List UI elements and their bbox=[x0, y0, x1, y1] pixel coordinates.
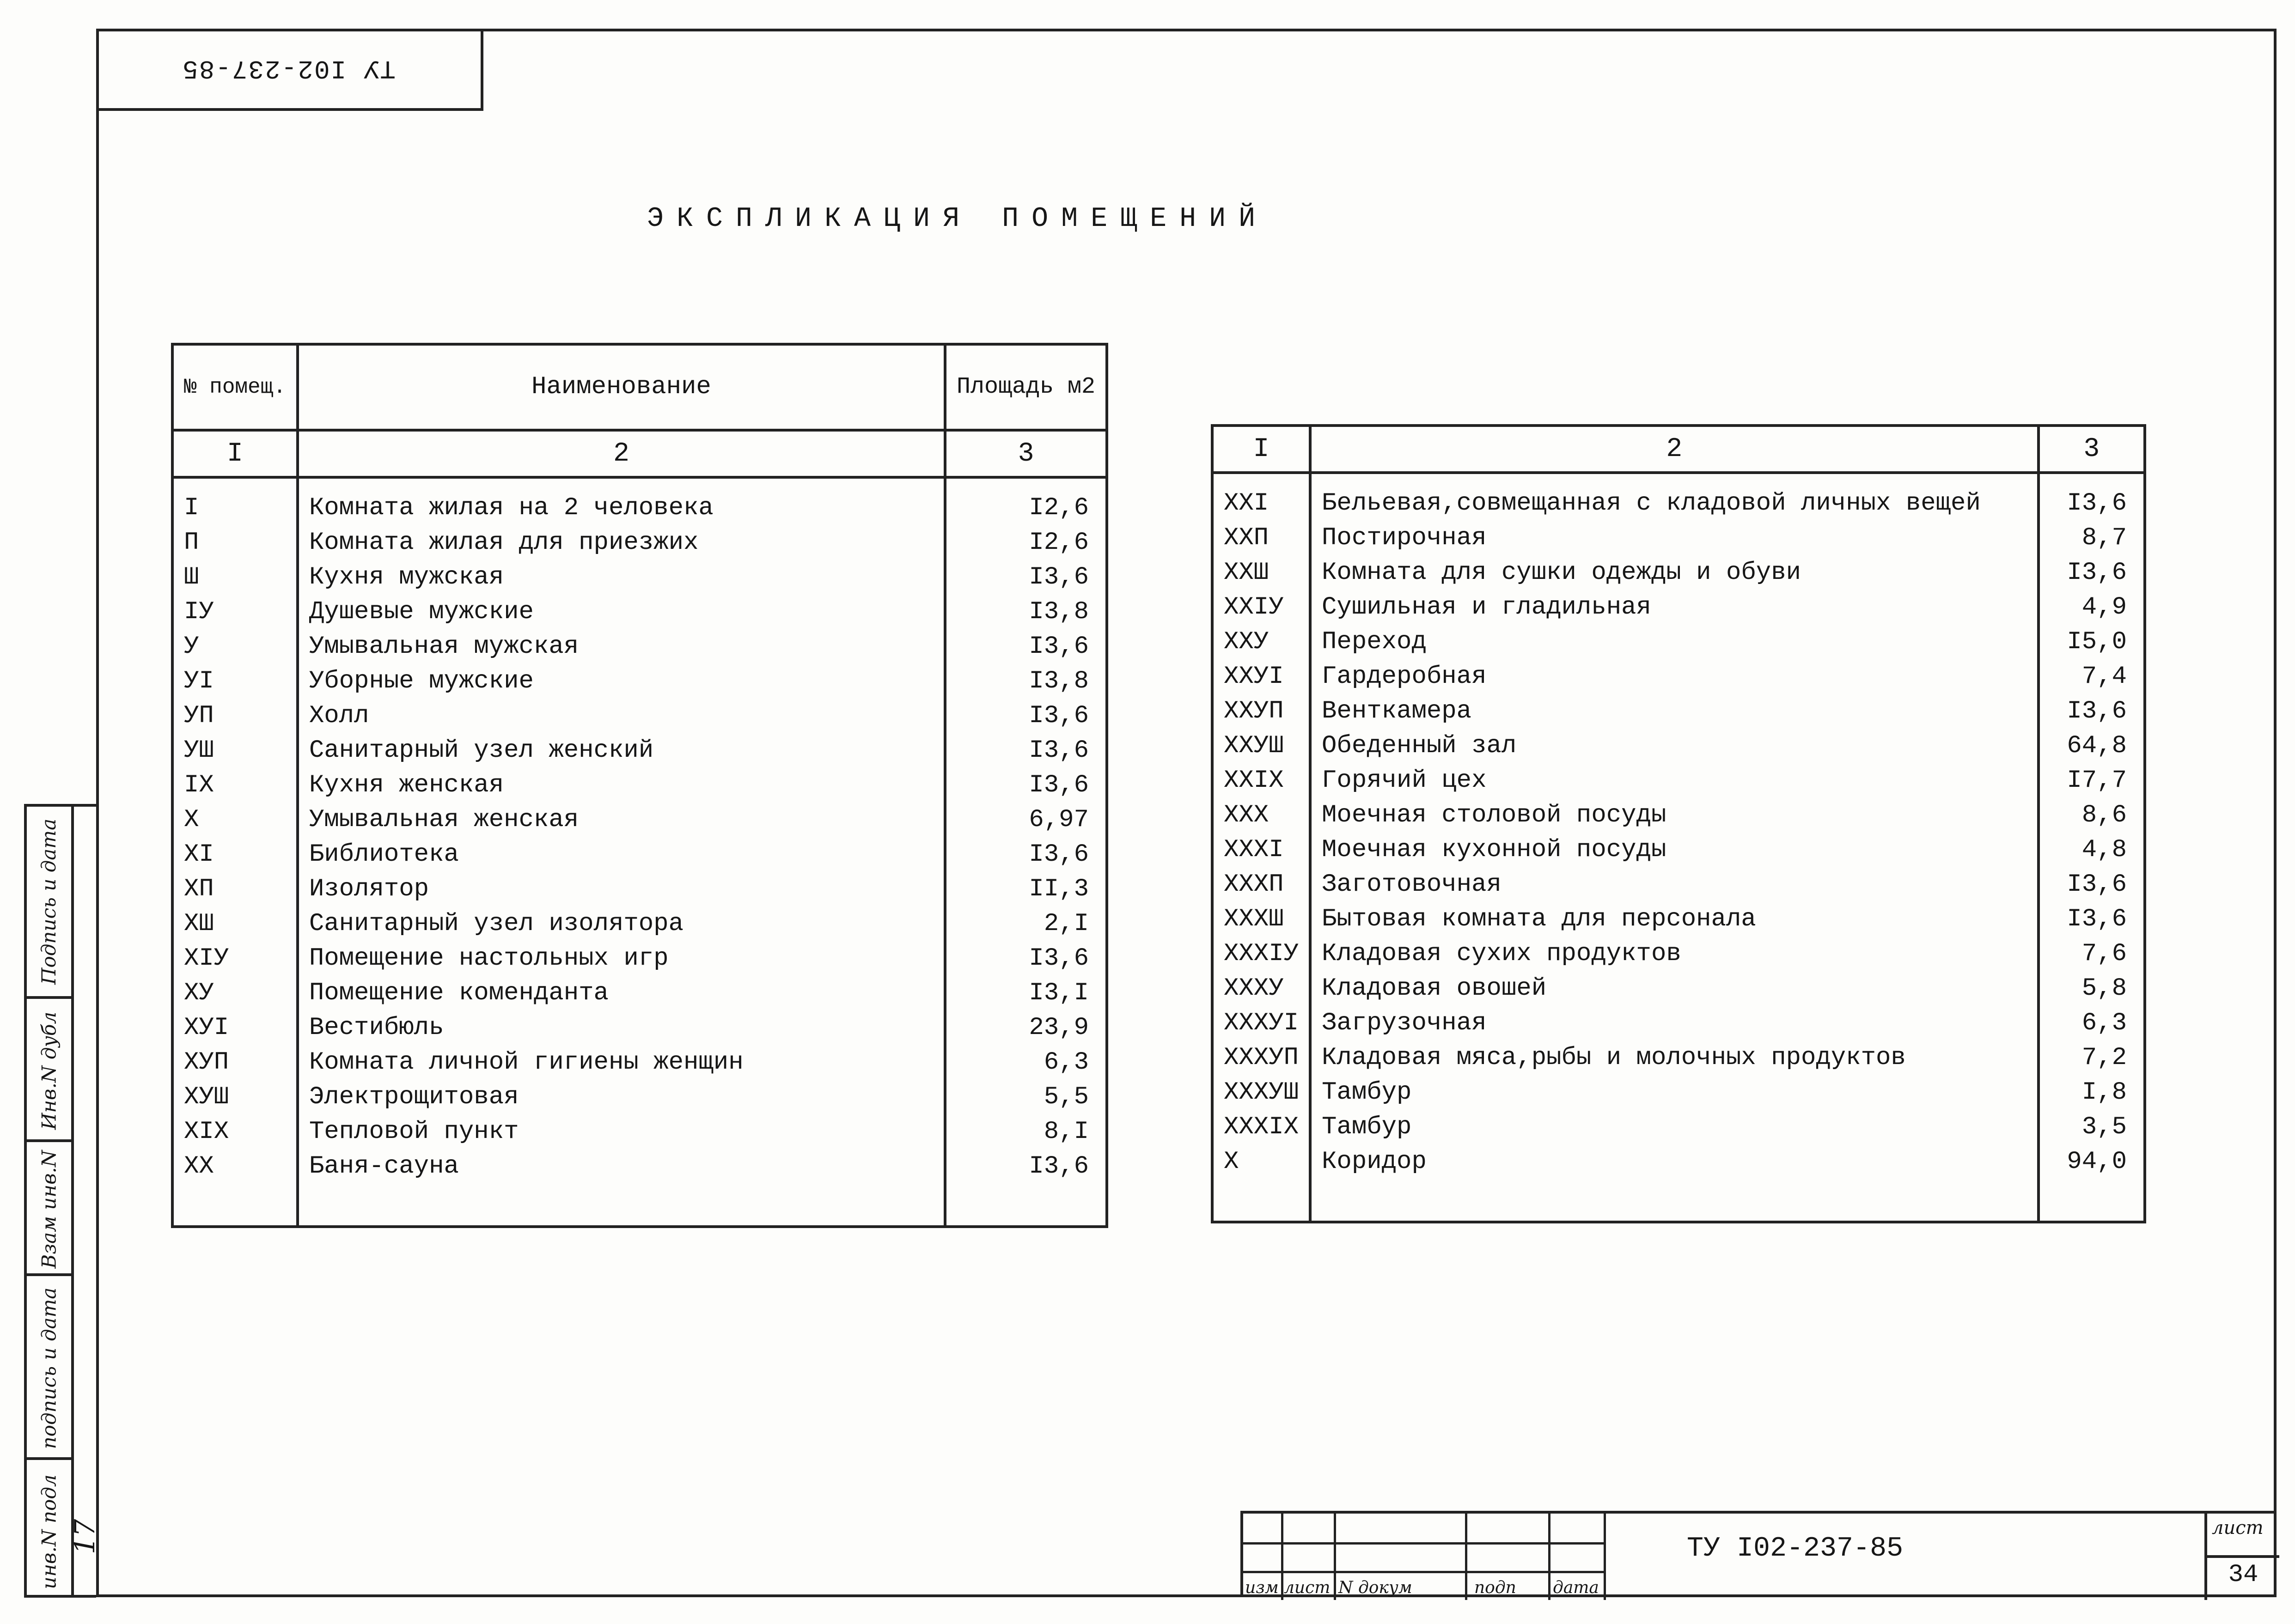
room-area-cell: I,8 bbox=[2039, 1075, 2145, 1110]
table-bottom-row bbox=[172, 1184, 1107, 1227]
grid-line bbox=[1281, 1514, 1283, 1600]
room-number-cell: IУ bbox=[172, 595, 298, 629]
table-row bbox=[1212, 1075, 2145, 1110]
room-number-cell: ХУП bbox=[172, 1045, 298, 1080]
room-area-cell: 4,9 bbox=[2039, 590, 2145, 625]
side-label: Взам инв.N bbox=[37, 1150, 61, 1269]
room-number-cell: ХIУ bbox=[172, 941, 298, 976]
room-number-cell: ХХП bbox=[1212, 521, 1310, 555]
table-header-row bbox=[172, 344, 1107, 430]
room-name-cell: Тамбур bbox=[1310, 1110, 2039, 1144]
room-area-cell: I7,7 bbox=[2039, 763, 2145, 798]
table-row bbox=[172, 629, 1107, 664]
room-name-cell: Санитарный узел изолятора bbox=[298, 906, 945, 941]
side-label-column bbox=[27, 807, 74, 1595]
empty-cell bbox=[945, 1184, 1107, 1227]
room-area-cell: 94,0 bbox=[2039, 1144, 2145, 1179]
room-name-cell: Постирочная bbox=[1310, 521, 2039, 555]
room-number-cell: ХХШ bbox=[1212, 555, 1310, 590]
empty-cell bbox=[298, 1184, 945, 1227]
table-row bbox=[1212, 694, 2145, 729]
room-name-cell: Помещение коменданта bbox=[298, 976, 945, 1010]
col-number: I bbox=[1212, 426, 1310, 473]
table-row bbox=[1212, 763, 2145, 798]
room-area-cell: I3,I bbox=[945, 976, 1107, 1010]
side-label: Инв.N дубл bbox=[37, 1011, 61, 1130]
room-area-cell: 8,6 bbox=[2039, 798, 2145, 833]
table-row bbox=[1212, 1040, 2145, 1075]
room-name-cell: Электрощитовая bbox=[298, 1080, 945, 1114]
room-area-cell: 8,7 bbox=[2039, 521, 2145, 555]
table-row bbox=[1212, 833, 2145, 867]
room-area-cell: 3,5 bbox=[2039, 1110, 2145, 1144]
room-area-cell: I3,6 bbox=[945, 837, 1107, 872]
column-number-row bbox=[172, 430, 1107, 477]
room-name-cell: Умывальная мужская bbox=[298, 629, 945, 664]
table-row bbox=[1212, 1110, 2145, 1144]
room-area-cell: I3,6 bbox=[945, 941, 1107, 976]
table-row bbox=[172, 1010, 1107, 1045]
table-row bbox=[172, 477, 1107, 525]
room-name-cell: Горячий цех bbox=[1310, 763, 2039, 798]
room-number-cell: ХI bbox=[172, 837, 298, 872]
room-area-cell: I3,6 bbox=[2039, 555, 2145, 590]
room-area-cell: I3,6 bbox=[945, 629, 1107, 664]
room-name-cell: Переход bbox=[1310, 625, 2039, 659]
grid-line bbox=[1465, 1514, 1467, 1600]
room-number-cell: I bbox=[172, 477, 298, 525]
empty-cell bbox=[172, 1184, 298, 1227]
table-row bbox=[172, 976, 1107, 1010]
room-name-cell: Бытовая комната для персонала bbox=[1310, 902, 2039, 937]
room-number-cell: IХ bbox=[172, 768, 298, 803]
table-row bbox=[1212, 902, 2145, 937]
header-num: № помещ. bbox=[172, 344, 298, 430]
room-number-cell: ХУI bbox=[172, 1010, 298, 1045]
table-row bbox=[172, 699, 1107, 733]
side-cell bbox=[27, 1457, 71, 1603]
room-name-cell: Комната жилая на 2 человека bbox=[298, 477, 945, 525]
tb-label-list: лист bbox=[1284, 1578, 1331, 1597]
side-cell bbox=[27, 807, 71, 996]
room-name-cell: Вестибюль bbox=[298, 1010, 945, 1045]
handwritten-mark-text: 17 bbox=[69, 1519, 102, 1555]
room-number-cell: ХХIХ bbox=[1212, 763, 1310, 798]
room-number-cell: ХХХУП bbox=[1212, 1040, 1310, 1075]
room-number-cell: Х bbox=[1212, 1144, 1310, 1179]
room-name-cell: Тамбур bbox=[1310, 1075, 2039, 1110]
room-name-cell: Уборные мужские bbox=[298, 664, 945, 699]
room-name-cell: Холл bbox=[298, 699, 945, 733]
room-name-cell: Бельевая,совмещанная с кладовой личных вещей bbox=[1310, 473, 2039, 521]
table-row bbox=[1212, 555, 2145, 590]
room-name-cell: Тепловой пункт bbox=[298, 1114, 945, 1149]
table-row bbox=[172, 768, 1107, 803]
room-name-cell: Кладовая сухих продуктов bbox=[1310, 937, 2039, 971]
room-number-cell: ХУ bbox=[172, 976, 298, 1010]
room-number-cell: ХХIУ bbox=[1212, 590, 1310, 625]
col-number: 3 bbox=[945, 430, 1107, 477]
room-number-cell: У bbox=[172, 629, 298, 664]
table-row bbox=[1212, 867, 2145, 902]
side-label: подпись и дата bbox=[37, 1287, 61, 1449]
room-area-cell: 7,4 bbox=[2039, 659, 2145, 694]
room-number-cell: ХШ bbox=[172, 906, 298, 941]
room-name-cell: Загрузочная bbox=[1310, 1006, 2039, 1040]
table-row bbox=[172, 1149, 1107, 1184]
room-area-cell: I3,6 bbox=[945, 768, 1107, 803]
room-area-cell: I3,6 bbox=[945, 560, 1107, 595]
column-number-row bbox=[1212, 426, 2145, 473]
room-name-cell: Комната для сушки одежды и обуви bbox=[1310, 555, 2039, 590]
room-number-cell: УП bbox=[172, 699, 298, 733]
room-area-cell: I2,6 bbox=[945, 525, 1107, 560]
room-number-cell: ХХХI bbox=[1212, 833, 1310, 867]
side-approval-strip bbox=[24, 804, 102, 1598]
room-name-cell: Кладовая мяса,рыбы и молочных продуктов bbox=[1310, 1040, 2039, 1075]
room-name-cell: Библиотека bbox=[298, 837, 945, 872]
table-row bbox=[1212, 521, 2145, 555]
grid-line bbox=[1334, 1514, 1336, 1600]
side-label: инв.N подл bbox=[37, 1474, 61, 1589]
room-area-cell: I3,6 bbox=[945, 699, 1107, 733]
col-number: 2 bbox=[1310, 426, 2039, 473]
room-area-cell: I3,6 bbox=[2039, 867, 2145, 902]
side-cell bbox=[27, 1139, 71, 1276]
room-number-cell: ХХХIУ bbox=[1212, 937, 1310, 971]
room-number-cell: ХУШ bbox=[172, 1080, 298, 1114]
room-name-cell: Обеденный зал bbox=[1310, 729, 2039, 763]
table-row bbox=[172, 1114, 1107, 1149]
table-row bbox=[1212, 659, 2145, 694]
room-area-cell: I3,6 bbox=[945, 1149, 1107, 1184]
tb-label-sign: подп bbox=[1474, 1578, 1516, 1597]
table-row bbox=[1212, 473, 2145, 521]
room-area-cell: 6,3 bbox=[2039, 1006, 2145, 1040]
table-row bbox=[1212, 971, 2145, 1006]
room-number-cell: ХП bbox=[172, 872, 298, 906]
room-number-cell: ХХI bbox=[1212, 473, 1310, 521]
room-number-cell: ХХХУШ bbox=[1212, 1075, 1310, 1110]
table-row bbox=[1212, 590, 2145, 625]
table-row bbox=[1212, 1144, 2145, 1179]
room-name-cell: Кухня женская bbox=[298, 768, 945, 803]
room-number-cell: ХХХУI bbox=[1212, 1006, 1310, 1040]
title-block-grid bbox=[1243, 1514, 1604, 1600]
room-area-cell: II,3 bbox=[945, 872, 1107, 906]
room-name-cell: Сушильная и гладильная bbox=[1310, 590, 2039, 625]
table-row bbox=[1212, 729, 2145, 763]
grid-line bbox=[1604, 1514, 1606, 1600]
room-name-cell: Заготовочная bbox=[1310, 867, 2039, 902]
room-name-cell: Душевые мужские bbox=[298, 595, 945, 629]
table-row bbox=[1212, 798, 2145, 833]
room-name-cell: Умывальная женская bbox=[298, 803, 945, 837]
empty-cell bbox=[1212, 1179, 1310, 1222]
side-cell bbox=[27, 1273, 71, 1460]
room-number-cell: Х bbox=[172, 803, 298, 837]
stamp-code: ТУ I02-237-85 bbox=[181, 54, 396, 83]
col-number: 3 bbox=[2039, 426, 2145, 473]
table-row bbox=[172, 664, 1107, 699]
room-area-cell: I3,6 bbox=[945, 733, 1107, 768]
table-row bbox=[172, 1045, 1107, 1080]
room-number-cell: Ш bbox=[172, 560, 298, 595]
room-name-cell: Изолятор bbox=[298, 872, 945, 906]
title-block bbox=[1240, 1511, 2277, 1597]
table-row bbox=[172, 1080, 1107, 1114]
room-name-cell: Гардеробная bbox=[1310, 659, 2039, 694]
room-number-cell: ХIХ bbox=[172, 1114, 298, 1149]
table-row bbox=[172, 941, 1107, 976]
room-name-cell: Моечная кухонной посуды bbox=[1310, 833, 2039, 867]
table-row bbox=[172, 525, 1107, 560]
room-area-cell: 6,97 bbox=[945, 803, 1107, 837]
room-name-cell: Комната личной гигиены женщин bbox=[298, 1045, 945, 1080]
empty-cell bbox=[1310, 1179, 2039, 1222]
room-area-cell: 5,8 bbox=[2039, 971, 2145, 1006]
room-area-cell: 23,9 bbox=[945, 1010, 1107, 1045]
room-area-cell: 7,6 bbox=[2039, 937, 2145, 971]
table-row bbox=[1212, 937, 2145, 971]
tb-label-doc: N докум bbox=[1338, 1578, 1412, 1597]
col-number: I bbox=[172, 430, 298, 477]
side-label: Подпись и дата bbox=[37, 818, 61, 985]
room-number-cell: ХХУП bbox=[1212, 694, 1310, 729]
side-cell bbox=[27, 996, 71, 1142]
tb-label-izm: изм bbox=[1245, 1578, 1279, 1597]
sheet-box bbox=[2204, 1514, 2282, 1600]
table-row bbox=[172, 837, 1107, 872]
room-name-cell: Санитарный узел женский bbox=[298, 733, 945, 768]
room-name-cell: Комната жилая для приезжих bbox=[298, 525, 945, 560]
room-name-cell: Баня-сауна bbox=[298, 1149, 945, 1184]
room-name-cell: Кухня мужская bbox=[298, 560, 945, 595]
explication-table-right bbox=[1211, 424, 2146, 1223]
table-row bbox=[172, 595, 1107, 629]
room-area-cell: I3,6 bbox=[2039, 473, 2145, 521]
room-area-cell: 4,8 bbox=[2039, 833, 2145, 867]
top-code-stamp bbox=[96, 29, 483, 111]
table-row bbox=[1212, 625, 2145, 659]
room-area-cell: I3,8 bbox=[945, 595, 1107, 629]
room-number-cell: ХХХIХ bbox=[1212, 1110, 1310, 1144]
room-area-cell: 5,5 bbox=[945, 1080, 1107, 1114]
room-area-cell: I5,0 bbox=[2039, 625, 2145, 659]
room-number-cell: ХХУ bbox=[1212, 625, 1310, 659]
table-row bbox=[172, 872, 1107, 906]
room-number-cell: УШ bbox=[172, 733, 298, 768]
sheet-label: лист bbox=[2212, 1517, 2264, 1539]
room-area-cell: 64,8 bbox=[2039, 729, 2145, 763]
room-number-cell: ХХХШ bbox=[1212, 902, 1310, 937]
sheet-number: 34 bbox=[2207, 1555, 2279, 1589]
room-name-cell: Моечная столовой посуды bbox=[1310, 798, 2039, 833]
empty-cell bbox=[2039, 1179, 2145, 1222]
room-number-cell: ХХУI bbox=[1212, 659, 1310, 694]
title-block-code: ТУ I02-237-85 bbox=[1687, 1533, 1904, 1564]
explication-table-left bbox=[171, 343, 1108, 1228]
handwritten-mark bbox=[69, 1472, 102, 1601]
room-number-cell: ХХХ bbox=[1212, 798, 1310, 833]
table-row bbox=[172, 733, 1107, 768]
col-number: 2 bbox=[298, 430, 945, 477]
room-number-cell: П bbox=[172, 525, 298, 560]
table-bottom-row bbox=[1212, 1179, 2145, 1222]
room-name-cell: Помещение настольных игр bbox=[298, 941, 945, 976]
room-area-cell: 2,I bbox=[945, 906, 1107, 941]
room-area-cell: I3,6 bbox=[2039, 902, 2145, 937]
tb-label-date: дата bbox=[1553, 1578, 1599, 1597]
room-number-cell: УI bbox=[172, 664, 298, 699]
room-name-cell: Кладовая овошей bbox=[1310, 971, 2039, 1006]
room-name-cell: Коридор bbox=[1310, 1144, 2039, 1179]
room-number-cell: ХХУШ bbox=[1212, 729, 1310, 763]
header-area: Площадь м2 bbox=[945, 344, 1107, 430]
room-area-cell: 6,3 bbox=[945, 1045, 1107, 1080]
room-number-cell: ХХХУ bbox=[1212, 971, 1310, 1006]
header-name: Наименование bbox=[298, 344, 945, 430]
table-row bbox=[172, 803, 1107, 837]
table-row bbox=[1212, 1006, 2145, 1040]
room-number-cell: ХХХП bbox=[1212, 867, 1310, 902]
room-area-cell: I3,6 bbox=[2039, 694, 2145, 729]
table-row bbox=[172, 560, 1107, 595]
room-area-cell: I2,6 bbox=[945, 477, 1107, 525]
table-row bbox=[172, 906, 1107, 941]
room-area-cell: 7,2 bbox=[2039, 1040, 2145, 1075]
page-title: ЭКСПЛИКАЦИЯ ПОМЕЩЕНИЙ bbox=[647, 203, 1269, 235]
grid-line bbox=[1548, 1514, 1550, 1600]
room-name-cell: Венткамера bbox=[1310, 694, 2039, 729]
room-area-cell: I3,8 bbox=[945, 664, 1107, 699]
room-number-cell: ХХ bbox=[172, 1149, 298, 1184]
room-area-cell: 8,I bbox=[945, 1114, 1107, 1149]
